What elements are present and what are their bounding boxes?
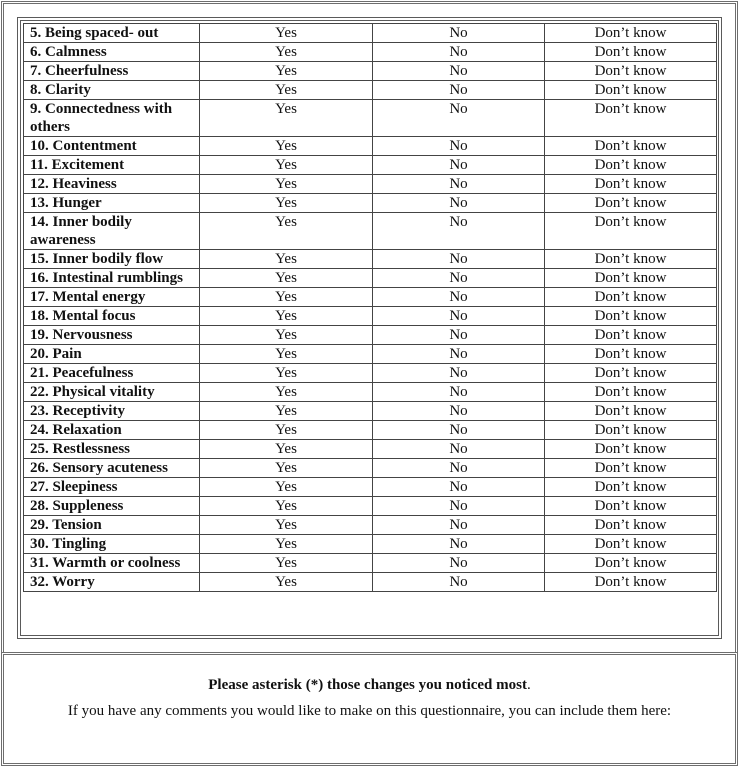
option-no[interactable]: No <box>373 269 545 288</box>
option-dont-know[interactable]: Don’t know <box>545 43 717 62</box>
option-no[interactable]: No <box>373 194 545 213</box>
table-row <box>24 250 717 269</box>
table-row <box>24 62 717 81</box>
option-yes[interactable]: Yes <box>200 269 373 288</box>
option-yes[interactable]: Yes <box>200 213 373 250</box>
option-yes[interactable]: Yes <box>200 81 373 100</box>
option-yes[interactable]: Yes <box>200 345 373 364</box>
item-label: 25. Restlessness <box>24 440 200 459</box>
option-no[interactable]: No <box>373 288 545 307</box>
option-dont-know[interactable]: Don’t know <box>545 535 717 554</box>
item-label: 10. Contentment <box>24 137 200 156</box>
option-no[interactable]: No <box>373 497 545 516</box>
table-row <box>24 213 717 250</box>
table-row <box>24 137 717 156</box>
option-no[interactable]: No <box>373 554 545 573</box>
option-yes[interactable]: Yes <box>200 554 373 573</box>
option-yes[interactable]: Yes <box>200 383 373 402</box>
option-no[interactable]: No <box>373 175 545 194</box>
table-row <box>24 516 717 535</box>
item-label: 23. Receptivity <box>24 402 200 421</box>
table-row <box>24 326 717 345</box>
item-label: 11. Excitement <box>24 156 200 175</box>
table-row <box>24 497 717 516</box>
option-dont-know[interactable]: Don’t know <box>545 81 717 100</box>
option-yes[interactable]: Yes <box>200 100 373 137</box>
option-no[interactable]: No <box>373 440 545 459</box>
table-row <box>24 81 717 100</box>
table-row <box>24 459 717 478</box>
option-no[interactable]: No <box>373 137 545 156</box>
option-dont-know[interactable]: Don’t know <box>545 307 717 326</box>
item-label: 14. Inner bodily awareness <box>24 213 200 250</box>
option-dont-know[interactable]: Don’t know <box>545 402 717 421</box>
option-yes[interactable]: Yes <box>200 402 373 421</box>
item-label: 24. Relaxation <box>24 421 200 440</box>
option-yes[interactable]: Yes <box>200 326 373 345</box>
option-no[interactable]: No <box>373 250 545 269</box>
table-row <box>24 440 717 459</box>
table-row <box>24 288 717 307</box>
option-no[interactable]: No <box>373 62 545 81</box>
table-row <box>24 175 717 194</box>
table-row <box>24 383 717 402</box>
option-dont-know[interactable]: Don’t know <box>545 345 717 364</box>
option-yes[interactable]: Yes <box>200 478 373 497</box>
table-row <box>24 269 717 288</box>
option-no[interactable]: No <box>373 345 545 364</box>
item-label: 19. Nervousness <box>24 326 200 345</box>
option-no[interactable]: No <box>373 573 545 592</box>
option-yes[interactable]: Yes <box>200 440 373 459</box>
item-label: 18. Mental focus <box>24 307 200 326</box>
option-no[interactable]: No <box>373 213 545 250</box>
option-yes[interactable]: Yes <box>200 137 373 156</box>
option-dont-know[interactable]: Don’t know <box>545 269 717 288</box>
option-no[interactable]: No <box>373 402 545 421</box>
option-dont-know[interactable]: Don’t know <box>545 100 717 137</box>
item-label: 22. Physical vitality <box>24 383 200 402</box>
option-yes[interactable]: Yes <box>200 535 373 554</box>
item-label: 15. Inner bodily flow <box>24 250 200 269</box>
table-row <box>24 194 717 213</box>
option-no[interactable]: No <box>373 326 545 345</box>
option-no[interactable]: No <box>373 24 545 43</box>
item-label: 27. Sleepiness <box>24 478 200 497</box>
option-dont-know[interactable]: Don’t know <box>545 421 717 440</box>
table-row <box>24 345 717 364</box>
option-no[interactable]: No <box>373 156 545 175</box>
option-no[interactable]: No <box>373 421 545 440</box>
option-yes[interactable]: Yes <box>200 497 373 516</box>
option-dont-know[interactable]: Don’t know <box>545 156 717 175</box>
option-dont-know[interactable]: Don’t know <box>545 516 717 535</box>
option-yes[interactable]: Yes <box>200 573 373 592</box>
changes-table <box>23 23 717 592</box>
table-row <box>24 402 717 421</box>
option-dont-know[interactable]: Don’t know <box>545 573 717 592</box>
option-no[interactable]: No <box>373 383 545 402</box>
option-no[interactable]: No <box>373 478 545 497</box>
option-no[interactable]: No <box>373 100 545 137</box>
option-dont-know[interactable]: Don’t know <box>545 326 717 345</box>
option-yes[interactable]: Yes <box>200 194 373 213</box>
option-yes[interactable]: Yes <box>200 516 373 535</box>
asterisk-instruction-text: Please asterisk (*) those changes you noticed most <box>208 677 527 693</box>
item-label: 16. Intestinal rumblings <box>24 269 200 288</box>
item-label: 12. Heaviness <box>24 175 200 194</box>
option-dont-know[interactable]: Don’t know <box>545 194 717 213</box>
option-no[interactable]: No <box>373 516 545 535</box>
item-label: 17. Mental energy <box>24 288 200 307</box>
table-row <box>24 421 717 440</box>
option-no[interactable]: No <box>373 459 545 478</box>
item-label: 28. Suppleness <box>24 497 200 516</box>
option-dont-know[interactable]: Don’t know <box>545 24 717 43</box>
option-yes[interactable]: Yes <box>200 421 373 440</box>
table-row <box>24 100 717 137</box>
item-label: 5. Being spaced- out <box>24 24 200 43</box>
item-label: 32. Worry <box>24 573 200 592</box>
option-yes[interactable]: Yes <box>200 364 373 383</box>
option-dont-know[interactable]: Don’t know <box>545 364 717 383</box>
table-frame <box>17 17 722 639</box>
option-yes[interactable]: Yes <box>200 62 373 81</box>
item-label: 9. Connectedness with others <box>24 100 200 137</box>
table-row <box>24 307 717 326</box>
table-row <box>24 554 717 573</box>
option-yes[interactable]: Yes <box>200 288 373 307</box>
option-dont-know[interactable]: Don’t know <box>545 478 717 497</box>
option-yes[interactable]: Yes <box>200 175 373 194</box>
item-label: 6. Calmness <box>24 43 200 62</box>
option-dont-know[interactable]: Don’t know <box>545 459 717 478</box>
table-row <box>24 156 717 175</box>
item-label: 26. Sensory acuteness <box>24 459 200 478</box>
option-dont-know[interactable]: Don’t know <box>545 288 717 307</box>
option-dont-know[interactable]: Don’t know <box>545 497 717 516</box>
table-row <box>24 24 717 43</box>
option-dont-know[interactable]: Don’t know <box>545 250 717 269</box>
option-dont-know[interactable]: Don’t know <box>545 213 717 250</box>
option-dont-know[interactable]: Don’t know <box>545 62 717 81</box>
option-no[interactable]: No <box>373 364 545 383</box>
table-row <box>24 535 717 554</box>
option-yes[interactable]: Yes <box>200 24 373 43</box>
table-row <box>24 573 717 592</box>
item-label: 31. Warmth or coolness <box>24 554 200 573</box>
option-no[interactable]: No <box>373 43 545 62</box>
option-dont-know[interactable]: Don’t know <box>545 440 717 459</box>
table-row <box>24 478 717 497</box>
table-row <box>24 364 717 383</box>
item-label: 30. Tingling <box>24 535 200 554</box>
item-label: 21. Peacefulness <box>24 364 200 383</box>
option-no[interactable]: No <box>373 81 545 100</box>
item-label: 7. Cheerfulness <box>24 62 200 81</box>
option-dont-know[interactable]: Don’t know <box>545 554 717 573</box>
option-no[interactable]: No <box>373 535 545 554</box>
option-yes[interactable]: Yes <box>200 307 373 326</box>
option-dont-know[interactable]: Don’t know <box>545 175 717 194</box>
item-label: 8. Clarity <box>24 81 200 100</box>
option-yes[interactable]: Yes <box>200 43 373 62</box>
item-label: 20. Pain <box>24 345 200 364</box>
item-label: 13. Hunger <box>24 194 200 213</box>
option-dont-know[interactable]: Don’t know <box>545 137 717 156</box>
asterisk-instruction: Please asterisk (*) those changes you noticed most. <box>208 677 531 693</box>
option-yes[interactable]: Yes <box>200 250 373 269</box>
comments-prompt: If you have any comments you would like to make on this questionnaire, you can include them here: <box>67 703 672 719</box>
table-row <box>24 43 717 62</box>
option-yes[interactable]: Yes <box>200 156 373 175</box>
option-yes[interactable]: Yes <box>200 459 373 478</box>
option-dont-know[interactable]: Don’t know <box>545 383 717 402</box>
item-label: 29. Tension <box>24 516 200 535</box>
option-no[interactable]: No <box>373 307 545 326</box>
